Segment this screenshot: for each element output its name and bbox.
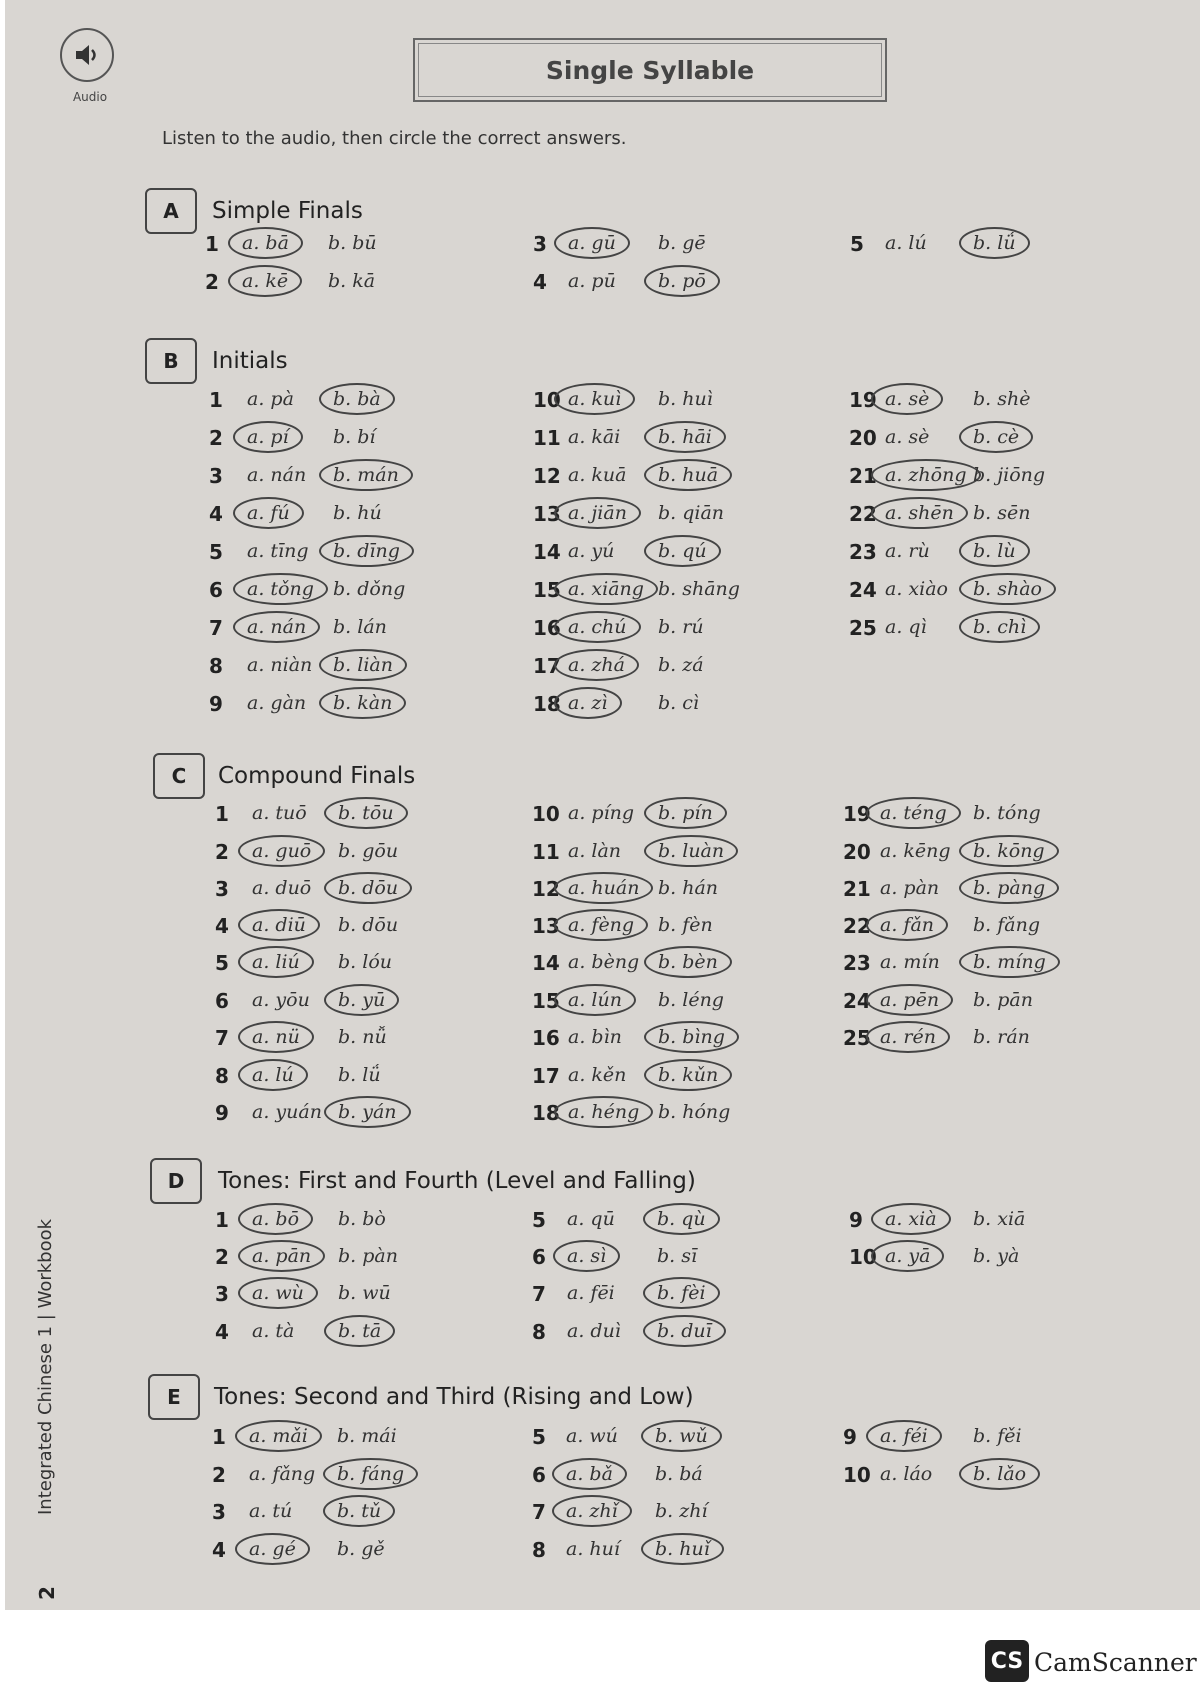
option-a[interactable]: a. bǎ bbox=[552, 1458, 627, 1490]
option-b[interactable]: b. míng bbox=[959, 946, 1060, 978]
item-number: 13 bbox=[533, 502, 561, 526]
option-a[interactable]: a. kěn bbox=[568, 1064, 627, 1086]
option-b[interactable]: b. pàng bbox=[959, 872, 1059, 904]
item-number: 1 bbox=[212, 1425, 226, 1449]
option-b[interactable]: b. huǐ bbox=[641, 1533, 724, 1565]
option-a[interactable]: a. wú bbox=[566, 1425, 618, 1447]
option-a[interactable]: a. gū bbox=[554, 227, 630, 259]
item-number: 1 bbox=[215, 1208, 229, 1232]
option-b[interactable]: b. yán bbox=[324, 1096, 411, 1128]
option-b[interactable]: b. shè bbox=[973, 388, 1031, 410]
option-a[interactable]: a. nü bbox=[238, 1021, 314, 1053]
option-a[interactable]: a. yú bbox=[568, 540, 615, 562]
option-a[interactable]: a. tú bbox=[249, 1500, 293, 1522]
item-number: 4 bbox=[209, 502, 223, 526]
item-number: 9 bbox=[215, 1101, 229, 1125]
option-a[interactable]: a. shēn bbox=[871, 497, 968, 529]
option-a[interactable]: a. pū bbox=[568, 270, 616, 292]
option-b[interactable]: b. zá bbox=[658, 654, 704, 676]
item-number: 7 bbox=[532, 1282, 546, 1306]
option-b[interactable]: b. cè bbox=[959, 421, 1033, 453]
audio-label: Audio bbox=[72, 90, 108, 104]
section-title: Initials bbox=[212, 348, 288, 374]
item-number: 8 bbox=[532, 1538, 546, 1562]
option-b[interactable]: b. bèn bbox=[644, 946, 732, 978]
option-a[interactable]: a. niàn bbox=[247, 654, 313, 676]
option-b[interactable]: b. qù bbox=[643, 1203, 720, 1235]
option-b[interactable]: b. tā bbox=[324, 1315, 395, 1347]
workbook-page bbox=[5, 0, 1200, 1610]
option-b[interactable]: b. wǔ bbox=[641, 1420, 722, 1452]
item-number: 22 bbox=[849, 502, 877, 526]
option-a[interactable]: a. lú bbox=[238, 1059, 308, 1091]
option-a[interactable]: a. sì bbox=[553, 1240, 620, 1272]
option-a[interactable]: a. làn bbox=[568, 840, 622, 862]
speaker-icon bbox=[72, 40, 102, 70]
item-number: 20 bbox=[849, 426, 877, 450]
option-b[interactable]: b. tǔ bbox=[323, 1495, 395, 1527]
section-badge: B bbox=[145, 338, 197, 384]
option-b[interactable]: b. huì bbox=[658, 388, 713, 410]
option-a[interactable]: a. mín bbox=[880, 951, 940, 973]
option-b[interactable]: b. bū bbox=[328, 232, 377, 254]
option-a[interactable]: a. huí bbox=[566, 1538, 620, 1560]
option-b[interactable]: b. sēn bbox=[973, 502, 1031, 524]
option-a[interactable]: a. kuì bbox=[554, 383, 635, 415]
item-number: 10 bbox=[532, 802, 560, 826]
option-b[interactable]: b. tōu bbox=[324, 797, 408, 829]
option-b[interactable]: b. kōng bbox=[959, 835, 1059, 867]
item-number: 5 bbox=[532, 1208, 546, 1232]
option-b[interactable]: b. fěi bbox=[973, 1425, 1022, 1447]
item-number: 9 bbox=[849, 1208, 863, 1232]
item-number: 25 bbox=[843, 1026, 871, 1050]
item-number: 3 bbox=[215, 1282, 229, 1306]
item-number: 2 bbox=[215, 1245, 229, 1269]
section-badge: E bbox=[148, 1374, 200, 1420]
option-a[interactable]: a. zì bbox=[554, 687, 622, 719]
option-b[interactable]: b. zhí bbox=[655, 1500, 708, 1522]
option-b[interactable]: b. tóng bbox=[973, 802, 1041, 824]
section-title: Simple Finals bbox=[212, 198, 363, 224]
option-b[interactable]: b. kā bbox=[328, 270, 376, 292]
option-b[interactable]: b. bìng bbox=[644, 1021, 739, 1053]
option-a[interactable]: a. yōu bbox=[252, 989, 310, 1011]
option-b[interactable]: b. fèn bbox=[658, 914, 713, 936]
option-a[interactable]: a. jiān bbox=[554, 497, 641, 529]
option-b[interactable]: b. dōu bbox=[338, 914, 399, 936]
option-b[interactable]: b. lóu bbox=[338, 951, 392, 973]
item-number: 18 bbox=[532, 1101, 560, 1125]
item-number: 25 bbox=[849, 616, 877, 640]
option-b[interactable]: b. lù bbox=[959, 535, 1030, 567]
option-a[interactable]: a. bèng bbox=[568, 951, 640, 973]
option-a[interactable]: a. pēn bbox=[866, 984, 953, 1016]
option-a[interactable]: a. xià bbox=[871, 1203, 951, 1235]
option-a[interactable]: a. pàn bbox=[880, 877, 940, 899]
option-a[interactable]: a. téng bbox=[866, 797, 961, 829]
option-a[interactable]: a. pà bbox=[247, 388, 294, 410]
item-number: 19 bbox=[843, 802, 871, 826]
option-b[interactable]: b. gē bbox=[658, 232, 706, 254]
item-number: 1 bbox=[209, 388, 223, 412]
item-number: 4 bbox=[533, 270, 547, 294]
option-b[interactable]: b. fèi bbox=[643, 1277, 720, 1309]
option-b[interactable]: b. jiōng bbox=[973, 464, 1046, 486]
item-number: 12 bbox=[533, 464, 561, 488]
item-number: 19 bbox=[849, 388, 877, 412]
option-b[interactable]: b. lǘ bbox=[959, 227, 1030, 259]
option-a[interactable]: a. bìn bbox=[568, 1026, 622, 1048]
item-number: 3 bbox=[212, 1500, 226, 1524]
option-b[interactable]: b. chì bbox=[959, 611, 1040, 643]
item-number: 18 bbox=[533, 692, 561, 716]
option-b[interactable]: b. pàn bbox=[338, 1245, 398, 1267]
item-number: 7 bbox=[532, 1500, 546, 1524]
item-number: 16 bbox=[532, 1026, 560, 1050]
option-b[interactable]: b. qiān bbox=[658, 502, 725, 524]
item-number: 5 bbox=[215, 951, 229, 975]
option-a[interactable]: a. rù bbox=[885, 540, 930, 562]
option-a[interactable]: a. nán bbox=[233, 611, 320, 643]
item-number: 7 bbox=[215, 1026, 229, 1050]
item-number: 11 bbox=[532, 840, 560, 864]
item-number: 13 bbox=[532, 914, 560, 938]
item-number: 2 bbox=[209, 426, 223, 450]
option-a[interactable]: a. píng bbox=[568, 802, 635, 824]
option-b[interactable]: b. rán bbox=[973, 1026, 1030, 1048]
book-title-vertical: Integrated Chinese 1 | Workbook bbox=[35, 1218, 56, 1515]
option-a[interactable]: a. duì bbox=[567, 1320, 621, 1342]
option-a[interactable]: a. fèng bbox=[554, 909, 648, 941]
section-title: Tones: Second and Third (Rising and Low) bbox=[214, 1384, 694, 1410]
option-b[interactable]: b. hú bbox=[333, 502, 382, 524]
option-a[interactable]: a. héng bbox=[554, 1096, 653, 1128]
option-b[interactable]: b. pō bbox=[644, 265, 720, 297]
option-a[interactable]: a. lú bbox=[885, 232, 927, 254]
option-b[interactable]: b. fáng bbox=[323, 1458, 418, 1490]
option-a[interactable]: a. lún bbox=[554, 984, 636, 1016]
option-a[interactable]: a. bā bbox=[228, 227, 303, 259]
camscanner-logo: CS bbox=[985, 1640, 1029, 1682]
option-b[interactable]: b. shào bbox=[959, 573, 1056, 605]
item-number: 14 bbox=[533, 540, 561, 564]
item-number: 6 bbox=[209, 578, 223, 602]
option-a[interactable]: a. tīng bbox=[247, 540, 309, 562]
item-number: 3 bbox=[533, 232, 547, 256]
option-a[interactable]: a. bō bbox=[238, 1203, 313, 1235]
audio-button[interactable] bbox=[60, 28, 114, 82]
item-number: 3 bbox=[209, 464, 223, 488]
option-a[interactable]: a. mǎi bbox=[235, 1420, 322, 1452]
option-a[interactable]: a. qū bbox=[567, 1208, 615, 1230]
item-number: 2 bbox=[212, 1463, 226, 1487]
option-a[interactable]: a. tà bbox=[252, 1320, 295, 1342]
camscanner-name: CamScanner bbox=[1034, 1648, 1197, 1677]
section-badge: A bbox=[145, 188, 197, 234]
section-title: Tones: First and Fourth (Level and Falling) bbox=[218, 1168, 696, 1194]
item-number: 21 bbox=[849, 464, 877, 488]
option-a[interactable]: a. chú bbox=[554, 611, 641, 643]
item-number: 8 bbox=[209, 654, 223, 678]
item-number: 6 bbox=[532, 1463, 546, 1487]
option-b[interactable]: b. mán bbox=[319, 459, 413, 491]
option-b[interactable]: b. mái bbox=[337, 1425, 397, 1447]
item-number: 6 bbox=[215, 989, 229, 1013]
item-number: 17 bbox=[532, 1064, 560, 1088]
item-number: 5 bbox=[209, 540, 223, 564]
option-a[interactable]: a. tuō bbox=[252, 802, 307, 824]
option-b[interactable]: b. bí bbox=[333, 426, 376, 448]
option-b[interactable]: b. luàn bbox=[644, 835, 738, 867]
item-number: 23 bbox=[843, 951, 871, 975]
option-b[interactable]: b. sī bbox=[657, 1245, 698, 1267]
option-a[interactable]: a. fǎn bbox=[866, 909, 948, 941]
option-b[interactable]: b. bò bbox=[338, 1208, 386, 1230]
option-b[interactable]: b. wū bbox=[338, 1282, 391, 1304]
option-a[interactable]: a. fú bbox=[233, 497, 304, 529]
option-a[interactable]: a. sè bbox=[885, 426, 930, 448]
option-a[interactable]: a. kēng bbox=[880, 840, 951, 862]
option-a[interactable]: a. gé bbox=[235, 1533, 310, 1565]
item-number: 2 bbox=[205, 270, 219, 294]
option-b[interactable]: b. qú bbox=[644, 535, 721, 567]
item-number: 17 bbox=[533, 654, 561, 678]
item-number: 23 bbox=[849, 540, 877, 564]
option-a[interactable]: a. guō bbox=[238, 835, 325, 867]
option-a[interactable]: a. duō bbox=[252, 877, 312, 899]
option-a[interactable]: a. xiāng bbox=[554, 573, 658, 605]
section-badge: D bbox=[150, 1158, 202, 1204]
option-b[interactable]: b. yū bbox=[324, 984, 399, 1016]
option-a[interactable]: a. tǒng bbox=[233, 573, 328, 605]
option-a[interactable]: a. zhǐ bbox=[552, 1495, 632, 1527]
section-badge: C bbox=[153, 753, 205, 799]
item-number: 2 bbox=[215, 840, 229, 864]
option-a[interactable]: a. pān bbox=[238, 1240, 325, 1272]
option-b[interactable]: b. pín bbox=[644, 797, 727, 829]
option-b[interactable]: b. hāi bbox=[644, 421, 726, 453]
item-number: 7 bbox=[209, 616, 223, 640]
item-number: 21 bbox=[843, 877, 871, 901]
option-a[interactable]: a. féi bbox=[866, 1420, 942, 1452]
option-a[interactable]: a. zhá bbox=[554, 649, 639, 681]
option-b[interactable]: b. xiā bbox=[973, 1208, 1026, 1230]
item-number: 9 bbox=[209, 692, 223, 716]
option-a[interactable]: a. fǎng bbox=[249, 1463, 316, 1485]
item-number: 1 bbox=[215, 802, 229, 826]
option-b[interactable]: b. bá bbox=[655, 1463, 703, 1485]
option-b[interactable]: b. léng bbox=[658, 989, 724, 1011]
option-a[interactable]: a. pí bbox=[233, 421, 303, 453]
option-b[interactable]: b. nǚ bbox=[338, 1026, 387, 1048]
option-a[interactable]: a. nán bbox=[247, 464, 307, 486]
option-a[interactable]: a. fēi bbox=[567, 1282, 615, 1304]
option-b[interactable]: b. kǔn bbox=[644, 1059, 732, 1091]
option-b[interactable]: b. dīng bbox=[319, 535, 414, 567]
option-a[interactable]: a. diū bbox=[238, 909, 320, 941]
page-number: 2 bbox=[35, 1586, 59, 1600]
option-b[interactable]: b. hán bbox=[658, 877, 719, 899]
option-a[interactable]: a. huán bbox=[554, 872, 653, 904]
option-b[interactable]: b. hóng bbox=[658, 1101, 731, 1123]
option-b[interactable]: b. duī bbox=[643, 1315, 726, 1347]
option-b[interactable]: b. lán bbox=[333, 616, 387, 638]
option-a[interactable]: a. láo bbox=[880, 1463, 933, 1485]
item-number: 22 bbox=[843, 914, 871, 938]
instructions: Listen to the audio, then circle the correct answers. bbox=[162, 128, 627, 149]
item-number: 8 bbox=[532, 1320, 546, 1344]
page-title: Single Syllable bbox=[413, 38, 887, 102]
option-b[interactable]: b. lǎo bbox=[959, 1458, 1040, 1490]
option-b[interactable]: b. bà bbox=[319, 383, 395, 415]
option-a[interactable]: a. kāi bbox=[568, 426, 621, 448]
option-a[interactable]: a. liú bbox=[238, 946, 314, 978]
item-number: 4 bbox=[215, 1320, 229, 1344]
item-number: 10 bbox=[849, 1245, 877, 1269]
item-number: 5 bbox=[532, 1425, 546, 1449]
item-number: 14 bbox=[532, 951, 560, 975]
option-b[interactable]: b. kàn bbox=[319, 687, 406, 719]
option-a[interactable]: a. kē bbox=[228, 265, 302, 297]
item-number: 24 bbox=[849, 578, 877, 602]
option-a[interactable]: a. sè bbox=[871, 383, 943, 415]
item-number: 8 bbox=[215, 1064, 229, 1088]
option-a[interactable]: a. yā bbox=[871, 1240, 944, 1272]
item-number: 20 bbox=[843, 840, 871, 864]
item-number: 1 bbox=[205, 232, 219, 256]
option-b[interactable]: b. pān bbox=[973, 989, 1033, 1011]
item-number: 16 bbox=[533, 616, 561, 640]
option-b[interactable]: b. shāng bbox=[658, 578, 740, 600]
option-b[interactable]: b. cì bbox=[658, 692, 699, 714]
option-b[interactable]: b. gě bbox=[337, 1538, 385, 1560]
item-number: 6 bbox=[532, 1245, 546, 1269]
item-number: 4 bbox=[212, 1538, 226, 1562]
item-number: 15 bbox=[533, 578, 561, 602]
option-b[interactable]: b. yà bbox=[973, 1245, 1020, 1267]
option-a[interactable]: a. kuā bbox=[568, 464, 627, 486]
option-a[interactable]: a. rén bbox=[866, 1021, 950, 1053]
item-number: 11 bbox=[533, 426, 561, 450]
section-title: Compound Finals bbox=[218, 763, 416, 789]
option-b[interactable]: b. fǎng bbox=[973, 914, 1041, 936]
item-number: 5 bbox=[850, 232, 864, 256]
option-b[interactable]: b. gōu bbox=[338, 840, 399, 862]
option-a[interactable]: a. yuán bbox=[252, 1101, 322, 1123]
option-b[interactable]: b. liàn bbox=[319, 649, 407, 681]
option-b[interactable]: b. dǒng bbox=[333, 578, 406, 600]
item-number: 4 bbox=[215, 914, 229, 938]
option-a[interactable]: a. qì bbox=[885, 616, 927, 638]
item-number: 9 bbox=[843, 1425, 857, 1449]
item-number: 3 bbox=[215, 877, 229, 901]
item-number: 24 bbox=[843, 989, 871, 1013]
option-a[interactable]: a. gàn bbox=[247, 692, 307, 714]
option-b[interactable]: b. rú bbox=[658, 616, 704, 638]
option-a[interactable]: a. wù bbox=[238, 1277, 318, 1309]
option-a[interactable]: a. zhōng bbox=[871, 459, 981, 491]
item-number: 10 bbox=[533, 388, 561, 412]
item-number: 15 bbox=[532, 989, 560, 1013]
option-b[interactable]: b. dōu bbox=[324, 872, 412, 904]
option-b[interactable]: b. lǘ bbox=[338, 1064, 381, 1086]
item-number: 12 bbox=[532, 877, 560, 901]
option-a[interactable]: a. xiào bbox=[885, 578, 948, 600]
item-number: 10 bbox=[843, 1463, 871, 1487]
option-b[interactable]: b. huā bbox=[644, 459, 732, 491]
